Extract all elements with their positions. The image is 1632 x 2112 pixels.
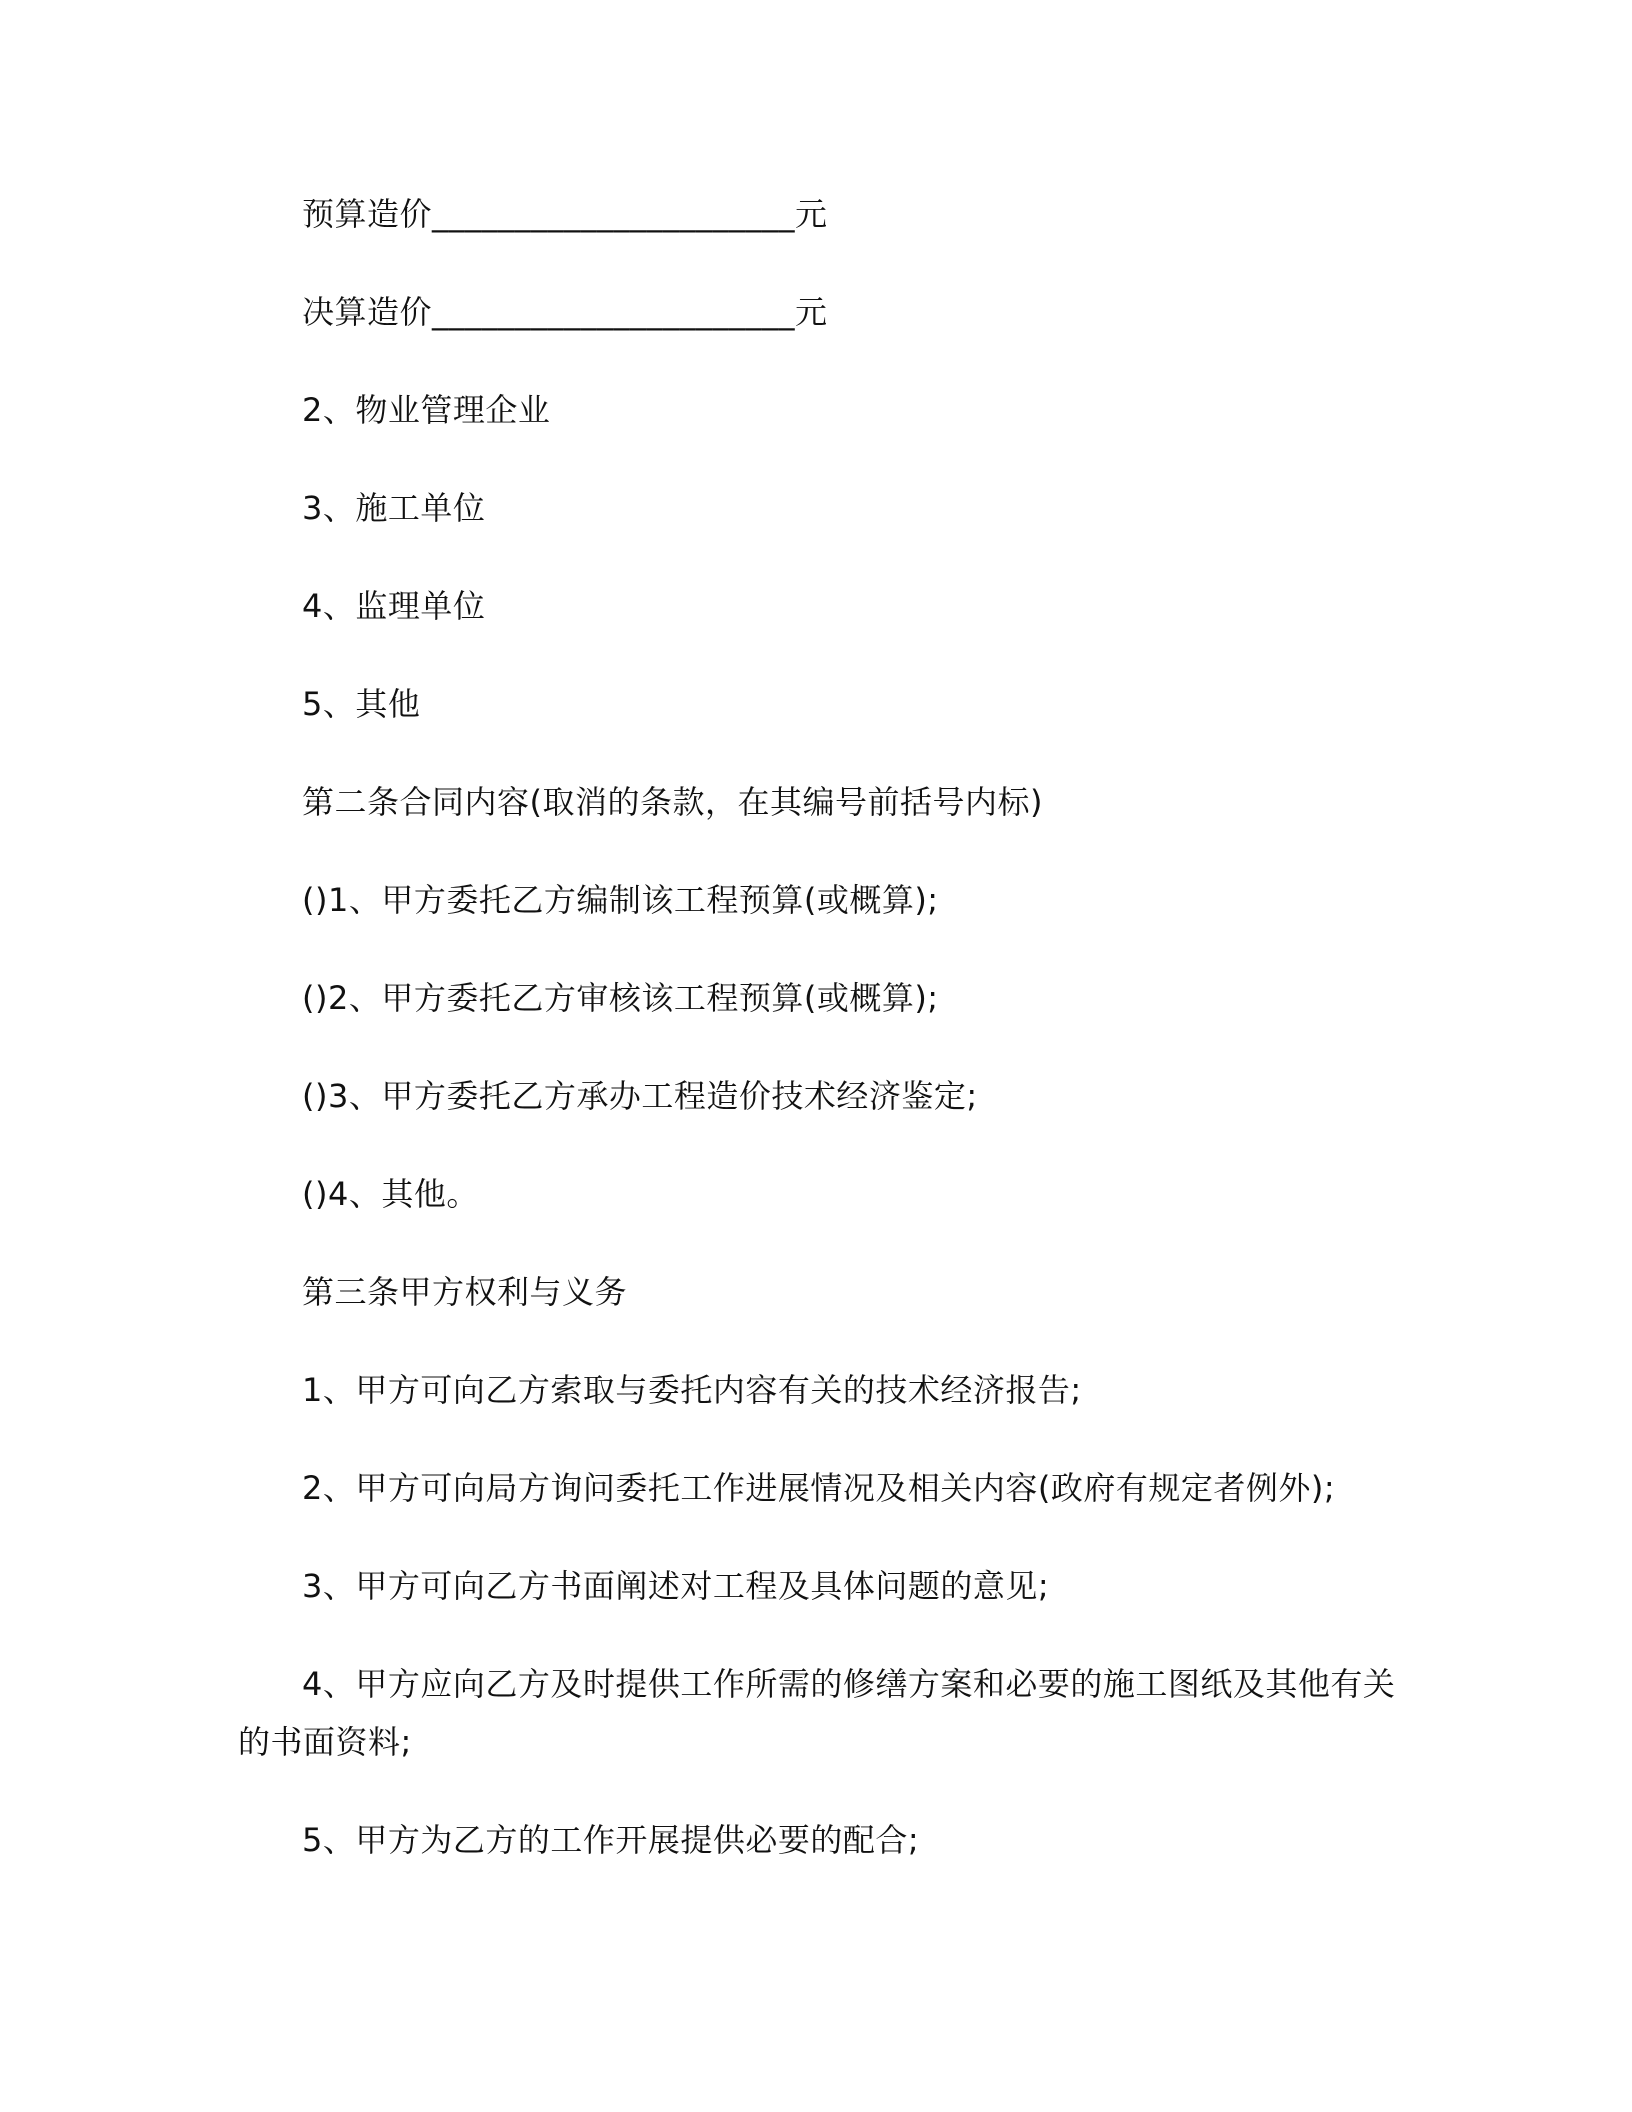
list-item-wrapped-second: 的书面资料;: [238, 1723, 412, 1761]
list-item: 2、物业管理企业: [302, 391, 551, 429]
list-item: ()4、其他。: [302, 1175, 479, 1213]
list-item: 5、甲方为乙方的工作开展提供必要的配合;: [302, 1821, 920, 1859]
budget-price-line: 预算造价______________________元: [302, 195, 828, 233]
list-item: 1、甲方可向乙方索取与委托内容有关的技术经济报告;: [302, 1371, 1082, 1409]
section-heading: 第三条甲方权利与义务: [302, 1273, 628, 1311]
list-item: ()1、甲方委托乙方编制该工程预算(或概算);: [302, 881, 939, 919]
section-heading: 第二条合同内容(取消的条款，在其编号前括号内标): [302, 783, 1043, 821]
list-item: ()2、甲方委托乙方审核该工程预算(或概算);: [302, 979, 939, 1017]
list-item: ()3、甲方委托乙方承办工程造价技术经济鉴定;: [302, 1077, 978, 1115]
list-item: 3、甲方可向乙方书面阐述对工程及具体问题的意见;: [302, 1567, 1050, 1605]
list-item: 2、甲方可向局方询问委托工作进展情况及相关内容(政府有规定者例外);: [302, 1469, 1336, 1507]
list-item-wrapped-first: 4、甲方应向乙方及时提供工作所需的修缮方案和必要的施工图纸及其他有关: [302, 1665, 1396, 1703]
final-price-line: 决算造价______________________元: [302, 293, 828, 331]
list-item: 4、监理单位: [302, 587, 486, 625]
list-item: 3、施工单位: [302, 489, 486, 527]
list-item: 5、其他: [302, 685, 421, 723]
